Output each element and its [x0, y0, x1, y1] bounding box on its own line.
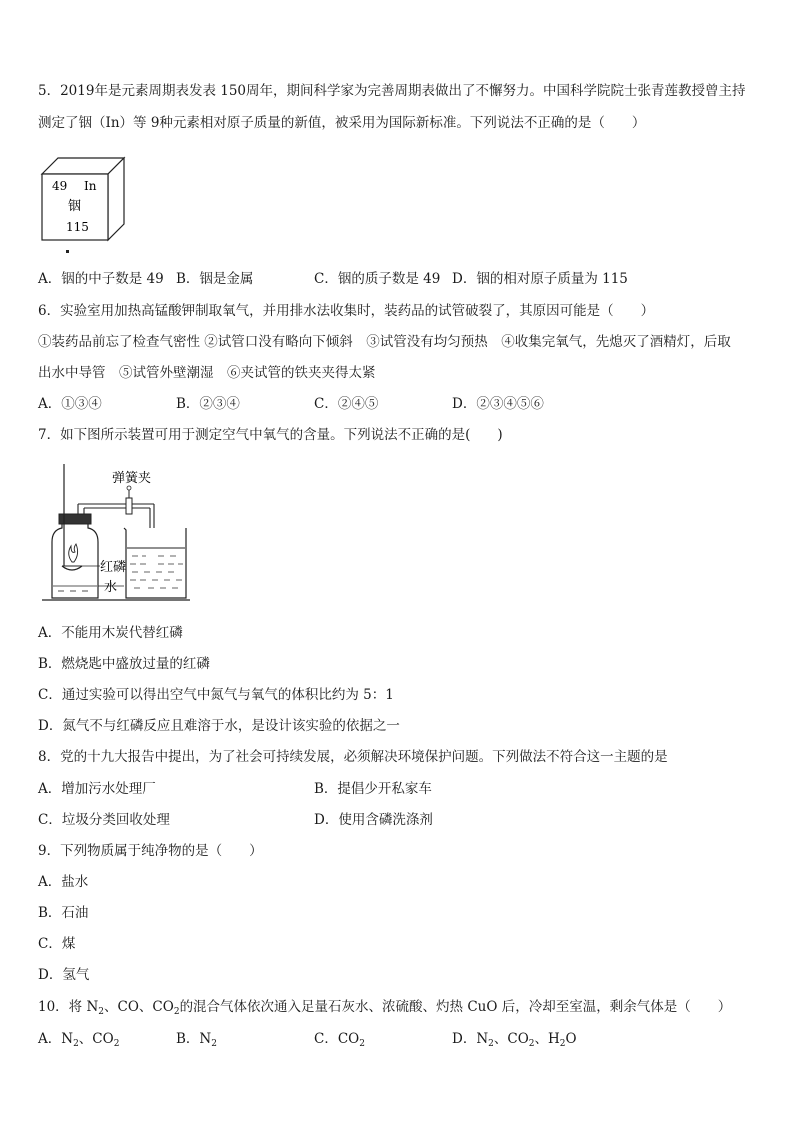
- q10-option-d: [452, 1030, 577, 1053]
- q10-option-d-sub2: 2: [528, 1039, 535, 1049]
- q10-option-a-sub1: 2: [73, 1039, 79, 1049]
- q10-option-a-text2: 、CO: [78, 1031, 114, 1047]
- q10-option-d-text4: O: [565, 1031, 577, 1047]
- q10-option-a-sub2: 2: [113, 1039, 120, 1049]
- q10-option-d-text1: D．N: [452, 1031, 489, 1047]
- q6-option-d: D．②③④⑤⑥: [452, 396, 544, 412]
- q10-option-d-text3: 、H: [534, 1031, 560, 1047]
- q10-option-c-text: C．CO: [314, 1031, 360, 1047]
- q10-sub-n2: 2: [98, 1007, 105, 1017]
- q9-option-d: D．氢气: [38, 967, 90, 983]
- q10-option-d-sub1: 2: [488, 1039, 494, 1049]
- q5-stem-line2: 测定了铟（In）等 9种元素相对原子质量的新值，被采用为国际新标准。下列说法不正确的是（ ）: [38, 115, 646, 131]
- q10-option-c-sub: 2: [359, 1039, 365, 1049]
- q7-option-b: B．燃烧匙中盛放过量的红磷: [38, 656, 210, 672]
- q8-option-c: C．垃圾分类回收处理: [38, 812, 170, 828]
- q10-option-a: [38, 1030, 119, 1053]
- q10-option-d-sub3: 2: [559, 1039, 566, 1049]
- element-name: 铟: [68, 199, 82, 214]
- q10-option-b-text: B．N: [176, 1031, 212, 1047]
- label-water: 水: [104, 580, 118, 595]
- q6-option-b: B．②③④: [176, 396, 240, 412]
- element-cube-figure: [38, 154, 128, 258]
- q6-option-a: A．①③④: [38, 396, 102, 412]
- q8-option-b: B．提倡少开私家车: [314, 781, 432, 797]
- q5-option-d: D．铟的相对原子质量为 115: [452, 271, 628, 287]
- oxygen-apparatus-figure: [40, 462, 200, 604]
- q10-sub-co2: 2: [173, 1007, 180, 1017]
- q6-statements-line1: ①装药品前忘了检查气密性 ②试管口没有略向下倾斜 ③试管没有均匀预热 ④收集完氧气，先熄灭了酒精灯，后取: [38, 334, 731, 350]
- element-mass: 115: [66, 220, 89, 234]
- q9-option-b: B．石油: [38, 905, 89, 921]
- q5-stem-line1: 5．2019年是元素周期表发表 150周年，期间科学家为完善周期表做出了不懈努力。中国科学院院士张青莲教授曾主持: [38, 83, 746, 99]
- q9-option-c: C．煤: [38, 936, 76, 952]
- q10-stem: [38, 998, 731, 1021]
- q10-option-b: [176, 1030, 217, 1053]
- q7-option-a: A．不能用木炭代替红磷: [38, 625, 183, 641]
- q5-option-b: B．铟是金属: [176, 271, 254, 287]
- q9-option-a: A．盐水: [38, 874, 89, 890]
- q6-option-c: C．②④⑤: [314, 396, 379, 412]
- q10-option-d-text2: 、CO: [493, 1031, 529, 1047]
- q7-option-d: D．氮气不与红磷反应且难溶于水，是设计该实验的依据之一: [38, 718, 400, 734]
- q7-stem: 7．如下图所示装置可用于测定空气中氧气的含量。下列说法不正确的是( ): [38, 427, 503, 443]
- q10-option-c: [314, 1030, 365, 1053]
- q8-stem: 8．党的十九大报告中提出，为了社会可持续发展，必须解决环境保护问题。下列做法不符合这一主题的是: [38, 749, 668, 765]
- q8-option-a: A．增加污水处理厂: [38, 781, 156, 797]
- q10-option-b-sub: 2: [211, 1039, 217, 1049]
- q8-option-d: D．使用含磷洗涤剂: [314, 812, 433, 828]
- q10-stem-part3: 的混合气体依次通入足量石灰水、浓硫酸、灼热 CuO 后，冷却至室温，剩余气体是（ ）: [179, 999, 732, 1015]
- q10-stem-part1: 10．将 N: [38, 999, 99, 1015]
- element-symbol: In: [84, 179, 97, 193]
- label-spring-clip: 弹簧夹: [112, 471, 152, 486]
- label-red-phosphorus: 红磷: [100, 560, 127, 575]
- element-atomic-number: 49: [52, 179, 68, 193]
- q10-option-a-text1: A．N: [38, 1031, 74, 1047]
- q10-stem-part2: 、CO、CO: [104, 999, 174, 1015]
- q7-option-c: C．通过实验可以得出空气中氮气与氧气的体积比约为 5：1: [38, 687, 394, 703]
- q5-option-a: A．铟的中子数是 49: [38, 271, 164, 287]
- q6-stem: 6．实验室用加热高锰酸钾制取氧气，并用排水法收集时，装药品的试管破裂了，其原因可能是（ ）: [38, 303, 655, 319]
- q9-stem: 9．下列物质属于纯净物的是（ ）: [38, 843, 263, 859]
- q6-statements-line2: 出水中导管 ⑤试管外壁潮湿 ⑥夹试管的铁夹夹得太紧: [38, 365, 376, 381]
- q5-option-c: C．铟的质子数是 49: [314, 271, 441, 287]
